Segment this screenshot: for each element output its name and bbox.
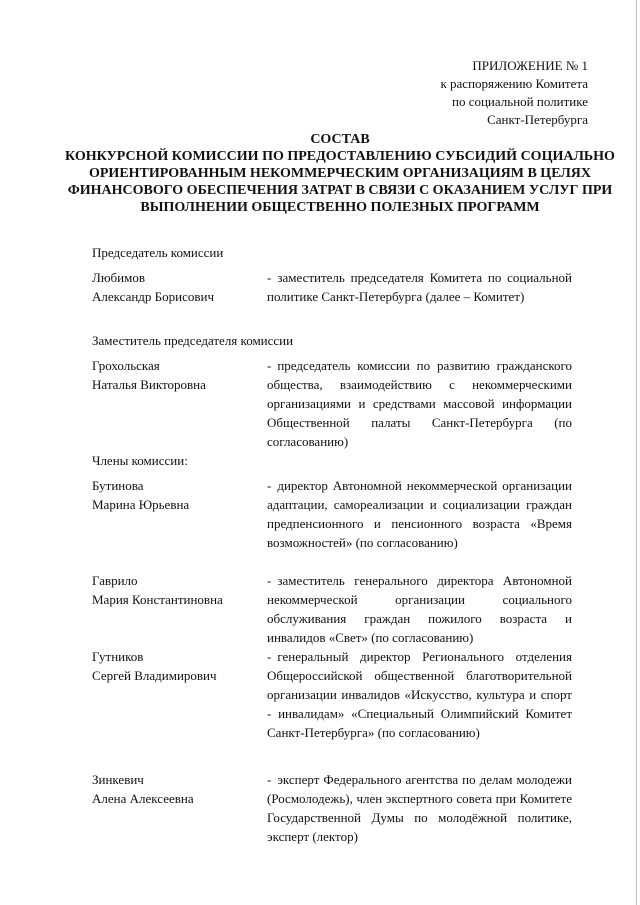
member-position <box>267 770 572 846</box>
member-position <box>267 571 572 647</box>
member-dash: - <box>267 573 272 588</box>
member-name <box>92 268 267 306</box>
title-heading: СОСТАВ <box>310 132 370 147</box>
member-name <box>92 770 267 808</box>
member-position <box>267 647 572 742</box>
member-surname: Зинкевич <box>92 772 144 787</box>
member-given-name: Мария Константиновна <box>92 592 223 607</box>
section-chair: Председатель комиссии <box>92 245 224 260</box>
member-position <box>267 476 572 552</box>
member-description: заместитель председателя Комитета по социальной политике Санкт-Петербурга (далее – Комитет) <box>267 270 572 304</box>
document-title <box>60 131 620 216</box>
member-surname: Любимов <box>92 270 145 285</box>
scan-edge-line <box>636 0 637 905</box>
member-dash: - <box>267 358 272 373</box>
member-dash: - <box>267 478 272 493</box>
title-subheading: КОНКУРСНОЙ КОМИССИИ ПО ПРЕДОСТАВЛЕНИЮ СУБСИДИЙ СОЦИАЛЬНО ОРИЕНТИРОВАННЫМ НЕКОММЕРЧЕСКИМ ОРГАНИЗАЦИЯМ В ЦЕЛЯХ ФИНАНСОВОГО ОБЕСПЕЧЕНИЯ ЗАТРАТ В СВЯЗИ С ОКАЗАНИЕМ УСЛУГ ПРИ ВЫПОЛНЕНИИ ОБЩЕСТВЕННО ПОЛЕЗНЫХ ПРОГРАММ <box>65 149 615 215</box>
member-description: председатель комиссии по развитию гражданского общества, взаимодействию с некоммерческими организациями и средствами массовой информации Общественной палаты Санкт-Петербурга (по согласованию) <box>267 358 572 449</box>
member-given-name: Марина Юрьевна <box>92 497 190 512</box>
member-name <box>92 476 267 514</box>
member-name <box>92 647 267 685</box>
member-surname: Гутников <box>92 649 144 664</box>
member-surname: Грохольская <box>92 358 160 373</box>
appendix-committee: по социальной политике <box>452 94 588 109</box>
member-given-name: Александр Борисович <box>92 289 214 304</box>
member-description: эксперт Федерального агентства по делам молодежи (Росмолодежь), член экспертного совета при Комитете Государственной Думы по молодёжной политике, эксперт (лектор) <box>267 772 572 844</box>
section-members: Члены комиссии: <box>92 453 188 468</box>
appendix-city: Санкт-Петербурга <box>487 112 588 127</box>
member-given-name: Алена Алексеевна <box>92 791 194 806</box>
member-description: генеральный директор Регионального отделения Общероссийской общественной благотворительной организации инвалидов «Искусство, культура и спорт - инвалидам» «Специальный Олимпийский Комитет Санкт-Петербурга» (по согласованию) <box>267 649 572 740</box>
member-surname: Бутинова <box>92 478 144 493</box>
appendix-block <box>440 57 588 129</box>
member-dash: - <box>267 649 272 664</box>
member-given-name: Наталья Викторовна <box>92 377 206 392</box>
member-surname: Гаврило <box>92 573 138 588</box>
member-dash: - <box>267 772 272 787</box>
member-name <box>92 356 267 394</box>
member-description: директор Автономной некоммерческой организации адаптации, самореализации и социализации граждан предпенсионного и пенсионного возраста «Время возможностей» (по согласованию) <box>267 478 572 550</box>
member-description: заместитель генерального директора Автономной некоммерческой организации социального обслуживания граждан пожилого возраста и инвалидов «Свет» (по согласованию) <box>267 573 572 645</box>
member-name <box>92 571 267 609</box>
member-dash: - <box>267 270 272 285</box>
member-position <box>267 356 572 451</box>
member-given-name: Сергей Владимирович <box>92 668 217 683</box>
appendix-order: к распоряжению Комитета <box>440 76 588 91</box>
section-vice-chair: Заместитель председателя комиссии <box>92 333 294 348</box>
member-position <box>267 268 572 306</box>
appendix-number: ПРИЛОЖЕНИЕ № 1 <box>472 58 588 73</box>
